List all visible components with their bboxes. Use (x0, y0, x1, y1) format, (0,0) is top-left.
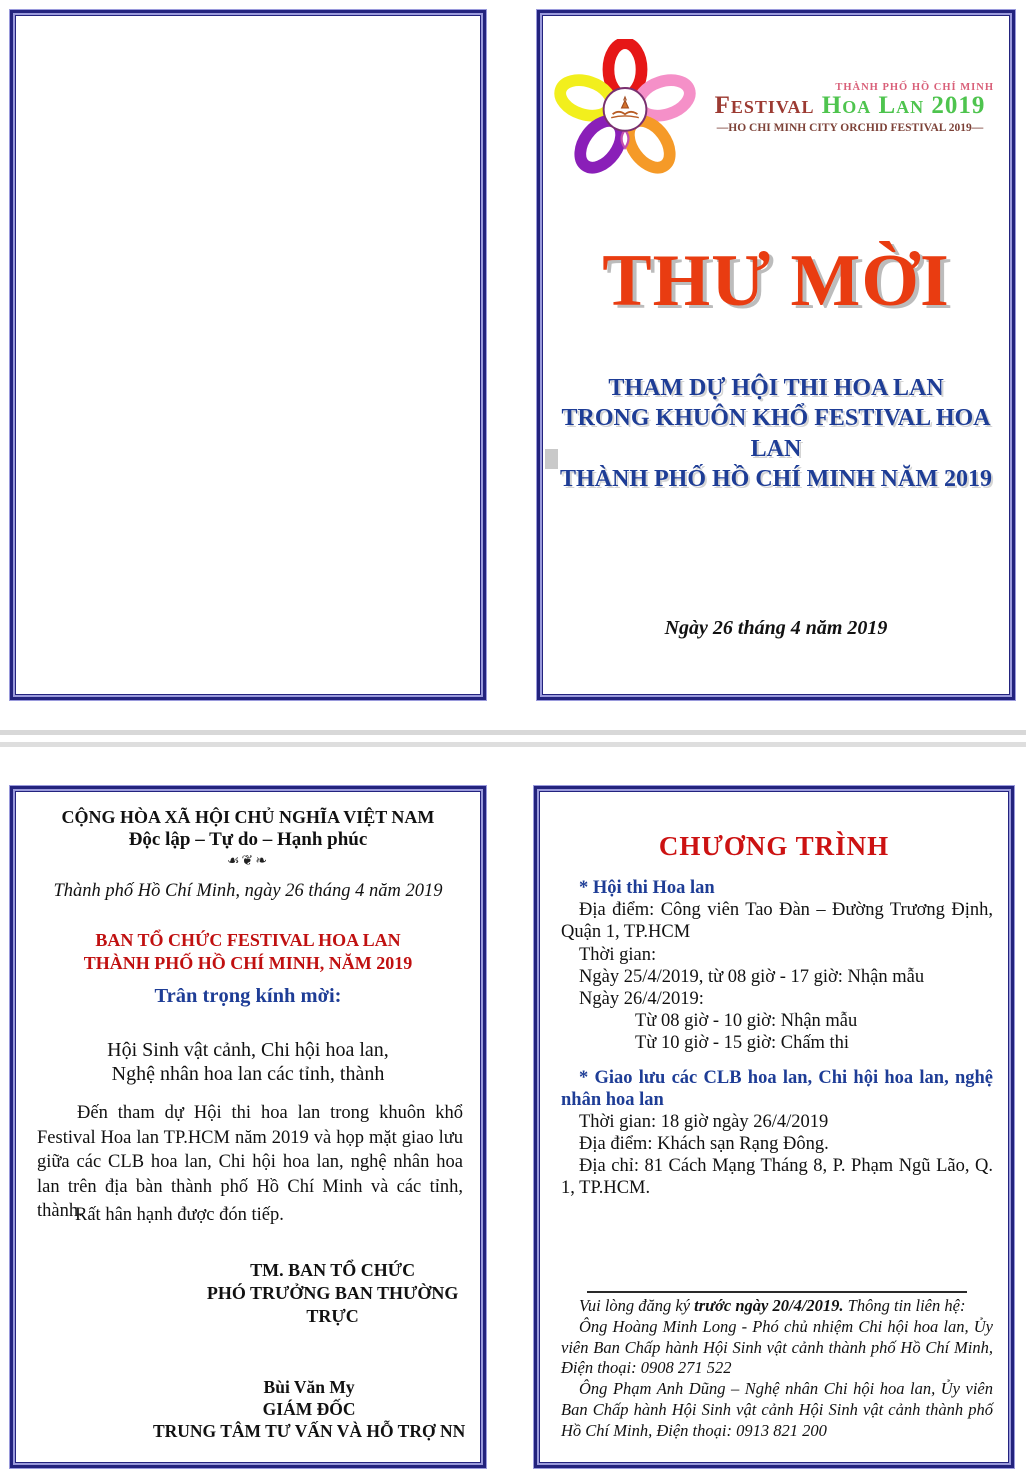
invitee-lines (13, 1039, 483, 1086)
program-section1-heading: * Hội thi Hoa lan (579, 878, 715, 898)
page-separator-strip (0, 730, 1026, 735)
invitation-subtitle-line: THÀNH PHỐ HỒ CHÍ MINH NĂM 2019 (560, 466, 992, 493)
program-section1-slot: Từ 08 giờ - 10 giờ: Nhận mẫu (635, 1011, 858, 1032)
program-footer (561, 1291, 993, 1441)
header-ornament: ☙❦❧ (226, 853, 269, 869)
festival-logo-text (702, 82, 998, 134)
logo-title (702, 93, 998, 119)
closing-line: Rất hân hạnh được đón tiếp. (75, 1205, 284, 1225)
organizer-heading (13, 929, 483, 974)
logo-title-hoalan: Hoa Lan 2019 (821, 91, 986, 119)
logo-english-subtitle: —HO CHI MINH CITY ORCHID FESTIVAL 2019— (716, 122, 984, 135)
program-body (561, 877, 993, 1200)
program-section2-address: Địa chỉ: 81 Cách Mạng Tháng 8, P. Phạm Ngũ Lão, Q. 1, TP.HCM. (561, 1156, 993, 1199)
footer-divider (587, 1291, 967, 1293)
invitee-line: Nghệ nhân hoa lan các tỉnh, thành (111, 1062, 385, 1085)
registration-note-prefix: Vui lòng đăng ký (579, 1296, 695, 1315)
orchid-flower-icon (554, 39, 696, 177)
page-blank (10, 10, 486, 700)
national-header (13, 807, 483, 869)
program-section2-time: Thời gian: 18 giờ ngày 26/4/2019 (579, 1111, 829, 1132)
contact-line: Ông Hoàng Minh Long - Phó chủ nhiệm Chi hội hoa lan, Ủy viên Ban Chấp hành Hội Sinh vật cảnh thành phố Hồ Chí Minh, Điện thoại: 0908 271 522 (561, 1316, 993, 1378)
page-letter (10, 786, 486, 1468)
invitation-subtitle-line: THAM DỰ HỘI THI HOA LAN (608, 375, 944, 401)
page-separator-strip (0, 742, 1026, 747)
logo-title-festival: Festival (714, 91, 822, 119)
registration-note-suffix: Thông tin liên hệ: (843, 1296, 966, 1315)
letter-body-paragraph: Đến tham dự Hội thi hoa lan trong khuôn khổ Festival Hoa lan TP.HCM năm 2019 và họp mặt giao lưu giữa các CLB hoa lan, Chi hội hoa lan, nghệ nhân hoa lan trên địa bàn thành phố Hồ Chí Minh và các tỉnh, thành. (37, 1103, 463, 1222)
place-date-line: Thành phố Hồ Chí Minh, ngày 26 tháng 4 năm 2019 (53, 881, 443, 901)
invitation-subtitle (540, 373, 1012, 495)
signer-title-line: TRUNG TÂM TƯ VẤN VÀ HỖ TRỢ NN (152, 1420, 466, 1441)
organizer-heading-line: THÀNH PHỐ HỒ CHÍ MINH, NĂM 2019 (83, 952, 413, 973)
cursor-artifact (545, 449, 558, 469)
signer-title-line: GIÁM ĐỐC (262, 1398, 356, 1419)
page-program (534, 786, 1014, 1468)
program-section2-venue: Địa điểm: Khách sạn Rạng Đông. (579, 1134, 829, 1155)
national-motto-line2: Độc lập – Tự do – Hạnh phúc (128, 829, 368, 850)
signer-block (145, 1377, 474, 1443)
logo-city-label: THÀNH PHỐ HỒ CHÍ MINH (835, 81, 994, 93)
cover-date: Ngày 26 tháng 4 năm 2019 (664, 617, 888, 639)
national-motto-line1: CỘNG HÒA XÃ HỘI CHỦ NGHĨA VIỆT NAM (61, 807, 435, 827)
contact-line: Ông Phạm Anh Dũng – Nghệ nhân Chi hội hoa lan, Ủy viên Ban Chấp hành Hội Sinh vật cảnh Hội Sinh vật cảnh thành phố Hồ Chí Minh, Điện thoại: 0913 821 200 (561, 1379, 993, 1440)
program-section1-day1: Ngày 25/4/2019, từ 08 giờ - 17 giờ: Nhận mẫu (579, 966, 925, 987)
page-cover (537, 10, 1015, 700)
invitation-subtitle-line: TRONG KHUÔN KHỔ FESTIVAL HOA LAN (561, 405, 991, 462)
program-section2-heading: * Giao lưu các CLB hoa lan, Chi hội hoa lan, nghệ nhân hoa lan (561, 1067, 993, 1110)
program-section1-location: Địa điểm: Công viên Tao Đàn – Đường Trương Định, Quận 1, TP.HCM (561, 900, 993, 943)
program-section1-slot: Từ 10 giờ - 15 giờ: Chấm thi (635, 1033, 850, 1054)
signer-name: Bùi Văn My (263, 1377, 355, 1397)
registration-deadline: trước ngày 20/4/2019. (694, 1296, 844, 1315)
registration-note (561, 1296, 993, 1317)
signature-role-line: PHÓ TRƯỞNG BAN THƯỜNG TRỰC (206, 1283, 459, 1327)
signature-role (192, 1259, 474, 1328)
program-section1-day2: Ngày 26/4/2019: (579, 988, 704, 1009)
program-title: CHƯƠNG TRÌNH (658, 831, 890, 861)
signature-role-line: TM. BAN TỔ CHỨC (250, 1260, 416, 1280)
invitation-title: THƯ MỜI (602, 240, 950, 322)
organizer-heading-line: BAN TỔ CHỨC FESTIVAL HOA LAN (95, 930, 401, 950)
program-section1-time-label: Thời gian: (579, 944, 657, 965)
invitee-line: Hội Sinh vật cảnh, Chi hội hoa lan, (107, 1039, 389, 1061)
invite-label: Trân trọng kính mời: (154, 985, 342, 1007)
festival-logo (540, 39, 1012, 177)
